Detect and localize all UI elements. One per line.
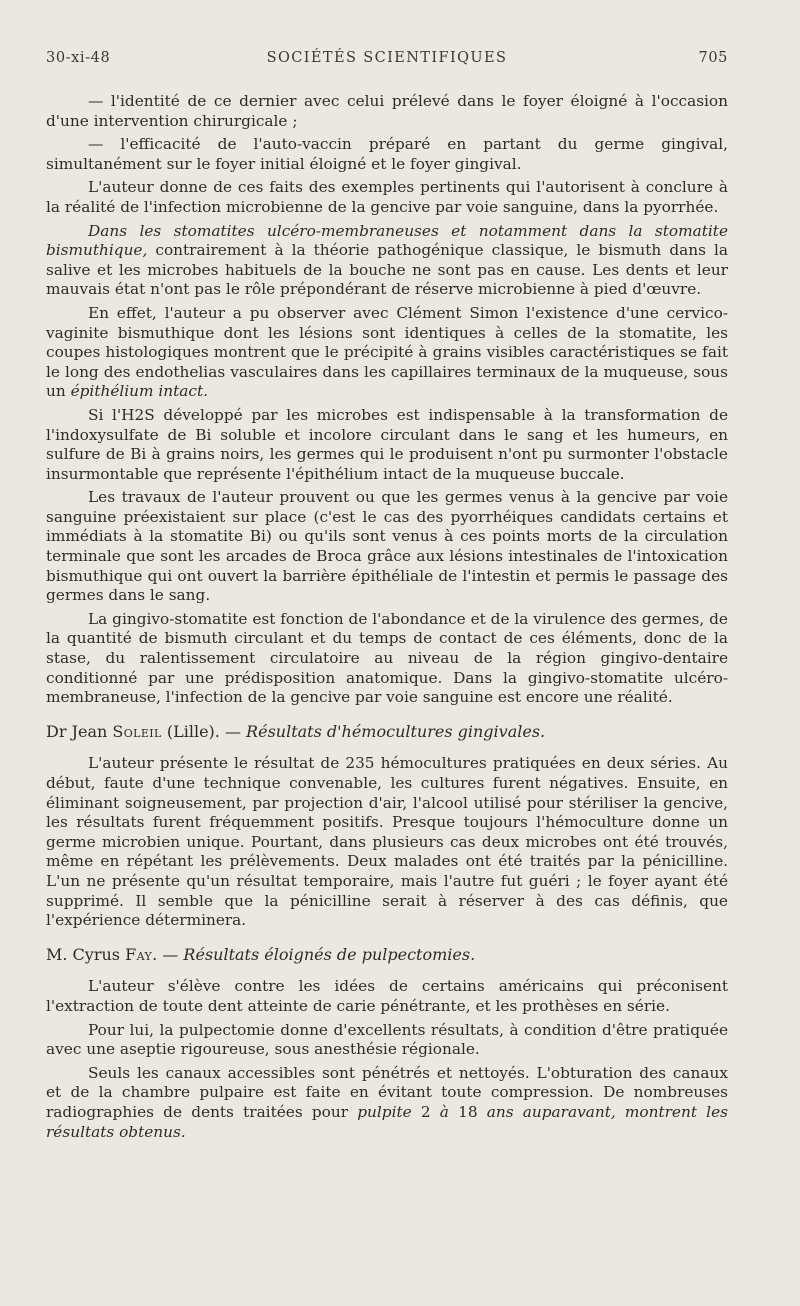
italic-phrase: ans auparavant, montrent les résultats obtenus. xyxy=(46,1102,728,1141)
author-first-name: Jean xyxy=(66,721,113,741)
italic-phrase: pulpite xyxy=(357,1102,412,1121)
text-run: Seuls les canaux accessibles sont pénétrés et nettoyés. L'obturation des canaux et de la chambre pulpaire est faite en évitant toute compression. De nombreuses radiographies de dents traitées pour xyxy=(46,1063,728,1121)
italic-phrase: épithélium intact. xyxy=(70,382,208,401)
section-heading-soleil xyxy=(46,722,728,742)
paragraph xyxy=(46,1064,728,1142)
paragraph: Les travaux de l'auteur prouvent ou que les germes venus à la gencive par voie sanguine préexistaient sur place (c'est le cas des pyorrhéiques candidats certains et immédiats à la stomatite Bi) ou qu'ils sont venus à ces points morts de la circulation terminale que sont les arcades de Broca grâce aux lésions intestinales de l'intoxication bismuthique qui ont ouvert la barrière épithéliale de l'intestin et permis le passage des germes dans le sang. xyxy=(46,488,728,605)
paragraph: — l'identité de ce dernier avec celui prélevé dans le foyer éloigné à l'occasion d'une intervention chirurgicale ; xyxy=(46,92,728,130)
author-last-name: Soleil xyxy=(112,721,162,741)
section-title: Résultats éloignés de pulpectomies. xyxy=(183,944,476,964)
author-separator: . — xyxy=(152,944,184,964)
author-first-name: M. Cyrus xyxy=(46,944,126,964)
text-run: contrairement à la théorie pathogénique classique, le bismuth dans la salive et les microbes habituels de la bouche ne sont pas en cause. Les dents et leur mauvais état n'ont pas le rôle prépondérant de réserve microbienne à pied d'œuvre. xyxy=(46,241,728,299)
text-run: En effet, l'auteur a pu observer avec Clément Simon l'existence d'une cervico-vaginite bismuthique dont les lésions sont identiques à celles de la stomatite, les coupes histologiques montrent que le précipité à grains visibles caractéristiques se fait le long des endothelias vasculaires dans les capillaires terminaux de la muqueuse, sous un xyxy=(46,303,728,401)
paragraph: — l'efficacité de l'auto-vaccin préparé en partant du germe gingival, simultanément sur le foyer initial éloigné et le foyer gingival. xyxy=(46,135,728,173)
paragraph: Pour lui, la pulpectomie donne d'excellents résultats, à condition d'être pratiquée avec une aseptie rigoureuse, sous anesthésie régionale. xyxy=(46,1020,728,1059)
italic-phrase: Dans les stomatites ulcéro-membraneuses et notamment dans la stomatite bismuthique, xyxy=(46,221,728,260)
paragraph: Si l'H2S développé par les microbes est indispensable à la transformation de l'indoxysulfate de Bi soluble et incolore circulant dans le sang et les humeurs, en sulfure de Bi à grains noirs, les germes qui le produisent n'ont pu surmonter l'obstacle insurmontable que représente l'épithélium intact de la muqueuse buccale. xyxy=(46,405,728,483)
italic-phrase: à xyxy=(439,1102,449,1121)
section-title: Résultats d'hémocultures gingivales. xyxy=(246,721,546,741)
issue-date: 30-xi-48 xyxy=(46,50,111,66)
page-number: 705 xyxy=(698,50,728,66)
text-run: 2 xyxy=(411,1102,440,1121)
author-place: (Lille). — xyxy=(161,721,247,741)
paragraph: L'auteur donne de ces faits des exemples pertinents qui l'autorisent à conclure à la réalité de l'infection microbienne de la gencive par voie sanguine, dans la pyorrhée. xyxy=(46,178,728,216)
article-body xyxy=(46,92,728,1146)
paragraph: La gingivo-stomatite est fonction de l'abondance et de la virulence des germes, de la quantité de bismuth circulant et du temps de contact de ces éléments, donc de la stase, du ralentissement circulatoire au niveau de la région gingivo-dentaire conditionné par une prédisposition anatomique. Dans la gingivo-stomatite ulcéro-membraneuse, l'infection de la gencive par voie sanguine est encore une réalité. xyxy=(46,609,728,707)
journal-section-title: SOCIÉTÉS SCIENTIFIQUES xyxy=(266,50,508,66)
author-title: Dr xyxy=(46,721,67,741)
section-heading-fay xyxy=(46,945,728,965)
author-last-name: Fay xyxy=(125,944,153,964)
paragraph: L'auteur présente le résultat de 235 hémocultures pratiquées en deux séries. Au début, faute d'une technique convenable, les cultures furent négatives. Ensuite, en éliminant soigneusement, par projection d'air, l'alcool utilisé pour stériliser la gencive, les résultats furent fréquemment positifs. Presque toujours l'hémoculture donne un germe microbien unique. Pourtant, dans plusieurs cas deux microbes ont été trouvés, même en répétant les prélèvements. Deux malades ont été traités par la pénicilline. L'un ne présente qu'un résultat temporaire, mais l'autre fut guéri ; le foyer ayant été supprimé. Il semble que la pénicilline serait à réserver à des cas définis, que l'expérience déterminera. xyxy=(46,754,728,930)
text-run: 18 xyxy=(448,1102,487,1121)
paragraph xyxy=(46,222,728,300)
running-head xyxy=(46,50,728,70)
paragraph: L'auteur s'élève contre les idées de certains américains qui préconisent l'extraction de toute dent atteinte de carie pénétrante, et les prothèses en série. xyxy=(46,977,728,1015)
paragraph xyxy=(46,304,728,402)
